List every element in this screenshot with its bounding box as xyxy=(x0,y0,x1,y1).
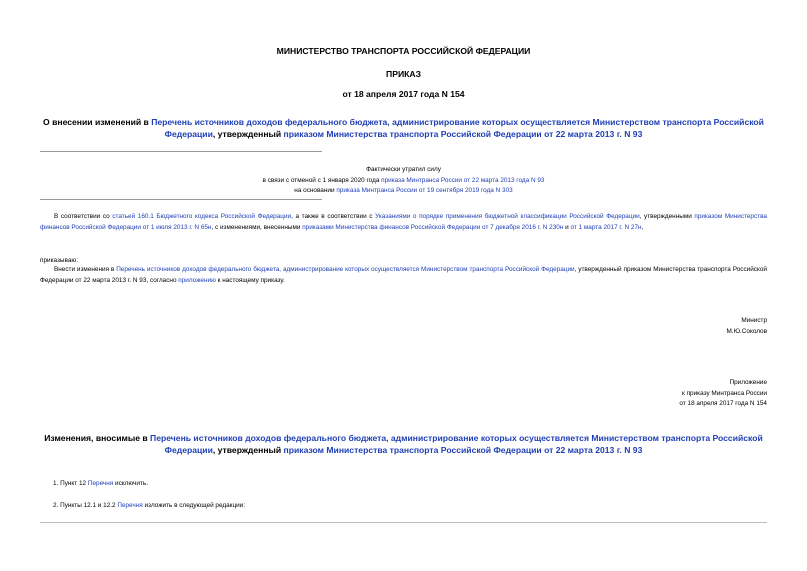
link-minfin-order-27n[interactable]: от 1 марта 2017 г. N 27н xyxy=(570,223,642,231)
link-budget-code-article[interactable]: статьей 160.1 Бюджетного кодекса Российской Федерации xyxy=(112,213,292,220)
p1-text-d: , с изменениями, внесенными xyxy=(211,223,303,231)
appendix-line3: от 18 апреля 2017 года N 154 xyxy=(679,400,767,407)
signature-block xyxy=(726,316,767,337)
link-minfin-order-230n[interactable]: приказами Министерства финансов Российской Федерации от 7 декабря 2016 г. N 230н xyxy=(302,223,564,231)
p1-text-c: , утвержденными xyxy=(639,213,695,220)
preamble-paragraph xyxy=(40,212,767,233)
order-word: приказываю: xyxy=(40,257,78,264)
appendix-header xyxy=(679,378,767,410)
link-budget-classification-guidelines[interactable]: Указаниями о порядке применения бюджетной классификации Российской Федерации xyxy=(375,213,640,220)
link-perechen[interactable]: Перечень источников доходов федерального бюджета, администрирование которых осуществляется Министерством транспорта Российской Федерации xyxy=(116,266,575,273)
link-appendix[interactable]: приложению xyxy=(178,276,216,284)
divider-bottom xyxy=(40,199,322,200)
doc-date-number: от 18 апреля 2017 года N 154 xyxy=(342,89,465,99)
note-link-basis-order[interactable]: приказа Минтранса России от 19 сентября 2019 года N 303 xyxy=(336,187,513,194)
appendix-line2: к приказу Минтранса России xyxy=(682,389,767,397)
status-note-line2 xyxy=(140,176,667,187)
p1-text-e: и xyxy=(563,223,571,231)
item1-link-perechen[interactable]: Перечня xyxy=(87,480,114,487)
divider-top xyxy=(40,151,322,152)
p1-text-a: В соответствии со xyxy=(54,213,113,220)
title-prefix: О внесении изменений в xyxy=(43,117,152,127)
link-minfin-order-65n[interactable]: приказом Министерства финансов Российской Федерации от 1 июля 2013 г. N 65н xyxy=(40,213,767,231)
appendix-line1: Приложение xyxy=(729,379,767,386)
order-paragraph xyxy=(40,265,767,286)
p3-text-b: , утвержденный приказом Министерства транспорта Российской Федерации от 22 марта 2013 г. N 93, согласно xyxy=(40,266,767,284)
item1-text-b: исключить. xyxy=(113,480,148,487)
signature-position: Министр xyxy=(741,317,767,324)
status-note xyxy=(140,165,667,197)
item1-text-a: 1. Пункт 12 xyxy=(53,480,88,487)
p1-text-f: , xyxy=(641,223,644,231)
changes-title-mid: , утвержденный xyxy=(212,445,284,455)
item2-text-a: 2. Пункты 12.1 и 12.2 xyxy=(53,502,118,509)
change-item-2 xyxy=(53,501,245,512)
changes-title xyxy=(40,432,767,456)
title-mid: , утвержденный xyxy=(212,129,284,139)
item2-link-perechen[interactable]: Перечня xyxy=(117,502,143,509)
status-note-line1: Фактически утратил силу xyxy=(366,166,441,173)
change-item-1 xyxy=(53,479,148,490)
document-title xyxy=(40,116,767,140)
ministry-heading: МИНИСТЕРСТВО ТРАНСПОРТА РОССИЙСКОЙ ФЕДЕРАЦИИ xyxy=(276,46,531,56)
title-link-prikaz[interactable]: приказом Министерства транспорта Российской Федерации от 22 марта 2013 г. N 93 xyxy=(283,129,643,139)
changes-title-prefix: Изменения, вносимые в xyxy=(44,433,151,443)
signature-name: М.Ю.Соколов xyxy=(726,327,767,335)
note-line2-text: в связи с отменой с 1 января 2020 года xyxy=(262,176,382,184)
item2-text-b: изложить в следующей редакции: xyxy=(142,502,246,509)
doc-type-heading: ПРИКАЗ xyxy=(386,69,421,79)
p1-text-b: , а также в соответствии с xyxy=(291,213,376,220)
changes-title-link-perechen[interactable]: Перечень источников доходов федерального бюджета, администрирование которых осуществляется Министерством транспорта Российской Федерации xyxy=(150,433,763,455)
status-note-line3 xyxy=(140,186,667,197)
title-link-perechen[interactable]: Перечень источников доходов федерального бюджета, администрирование которых осуществляется Министерством транспорта Российской Федерации xyxy=(151,117,764,139)
p3-text-c: к настоящему приказу. xyxy=(215,276,285,284)
note-line3-text: на основании xyxy=(294,187,337,194)
changes-title-link-prikaz[interactable]: приказом Министерства транспорта Российской Федерации от 22 марта 2013 г. N 93 xyxy=(283,445,643,455)
page-bottom-divider xyxy=(40,522,767,523)
p3-text-a: Внести изменения в xyxy=(54,266,117,273)
note-link-cancelled-order[interactable]: приказа Минтранса России от 22 марта 2013 года N 93 xyxy=(381,176,545,184)
